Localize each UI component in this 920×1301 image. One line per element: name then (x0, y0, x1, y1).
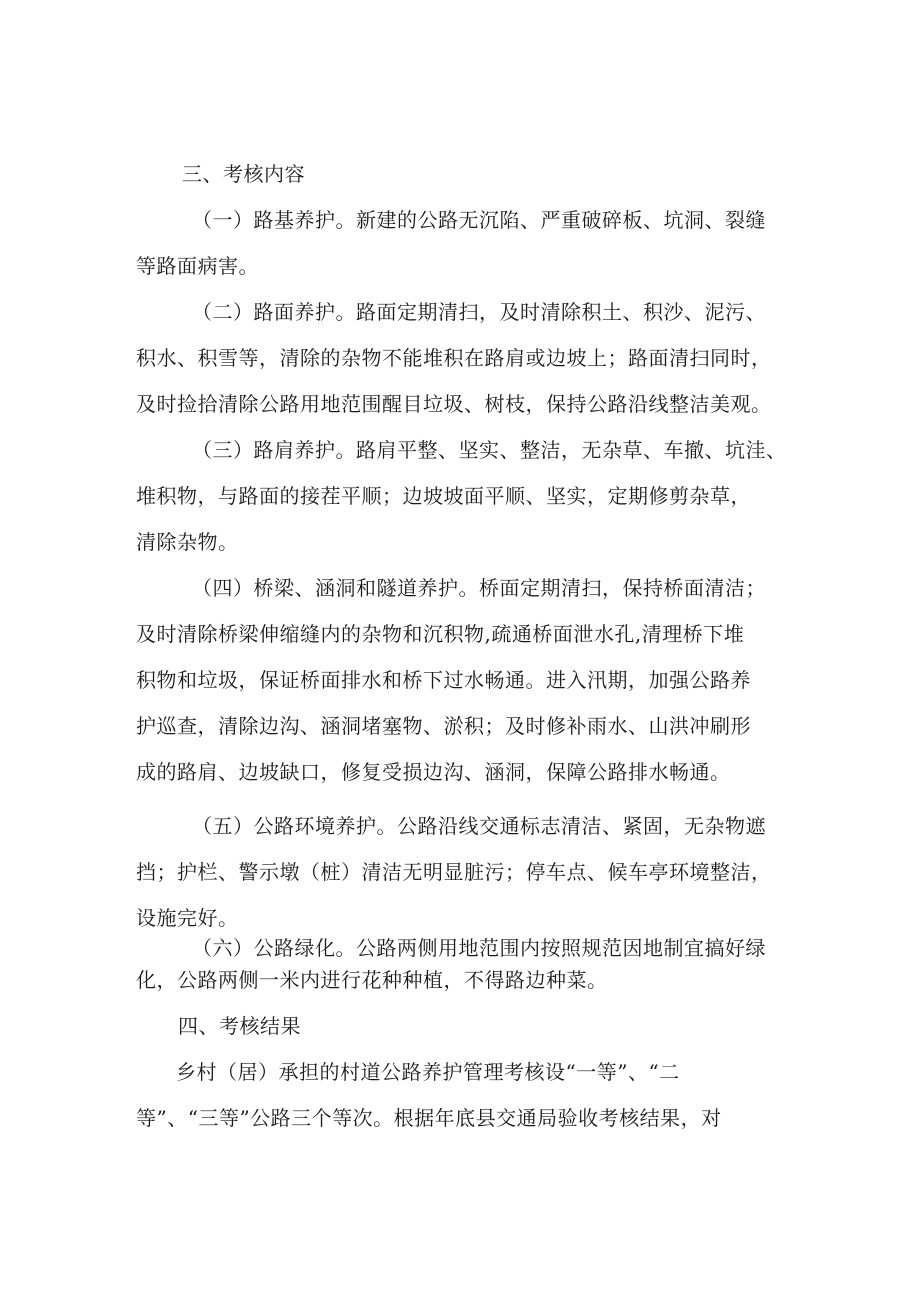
paragraph-line: 及时清除桥梁伸缩缝内的杂物和沉积物,疏通桥面泄水孔,清理桥下堆 (136, 622, 745, 646)
paragraph-line: （四）桥梁、涵洞和隧道养护。桥面定期清扫，保持桥面清洁； (192, 576, 766, 600)
paragraph-line: 挡；护栏、警示墩（桩）清洁无明显脏污；停车点、候车亭环境整洁， (136, 860, 772, 884)
paragraph-line: 乡村（居）承担的村道公路养护管理考核设“一等”、“二 (176, 1060, 680, 1084)
paragraph-line: 清除杂物。 (136, 530, 239, 554)
paragraph-line: （一）路基养护。新建的公路无沉陷、严重破碎板、坑洞、裂缝 (192, 208, 766, 232)
paragraph-line: 护巡查，清除边沟、涵洞堵塞物、淤积；及时修补雨水、山洪冲刷形 (136, 714, 751, 738)
paragraph-line: 成的路肩、边坡缺口，修复受损边沟、涵洞，保障公路排水畅通。 (136, 760, 731, 784)
paragraph-line: 及时捡拾清除公路用地范围醒目垃圾、树枝，保持公路沿线整洁美观。 (136, 392, 772, 416)
paragraph-line: 积物和垃圾，保证桥面排水和桥下过水畅通。进入汛期，加强公路养 (136, 668, 751, 692)
paragraph-line: （五）公路环境养护。公路沿线交通标志清洁、紧固，无杂物遮 (192, 814, 766, 838)
paragraph-line: 化，公路两侧一米内进行花种种植，不得路边种菜。 (136, 968, 608, 992)
paragraph-line: 设施完好。 (136, 906, 239, 930)
paragraph-line: （二）路面养护。路面定期清扫，及时清除积土、积沙、泥污、 (192, 300, 766, 324)
paragraph-line: 等路面病害。 (136, 254, 259, 278)
paragraph-line: 堆积物，与路面的接茬平顺；边坡坡面平顺、坚实，定期修剪杂草， (136, 484, 751, 508)
section-heading-assessment-content: 三、考核内容 (182, 162, 305, 186)
paragraph-line: 积水、积雪等，清除的杂物不能堆积在路肩或边坡上；路面清扫同时， (136, 346, 772, 370)
paragraph-line: （六）公路绿化。公路两侧用地范围内按照规范因地制宜搞好绿 (192, 936, 766, 960)
paragraph-line: 等”、“三等”公路三个等次。根据年底县交通局验收考核结果，对 (136, 1106, 722, 1130)
section-heading-assessment-results: 四、考核结果 (178, 1014, 301, 1038)
paragraph-line: （三）路肩养护。路肩平整、坚实、整洁，无杂草、车撤、坑洼、 (192, 438, 787, 462)
